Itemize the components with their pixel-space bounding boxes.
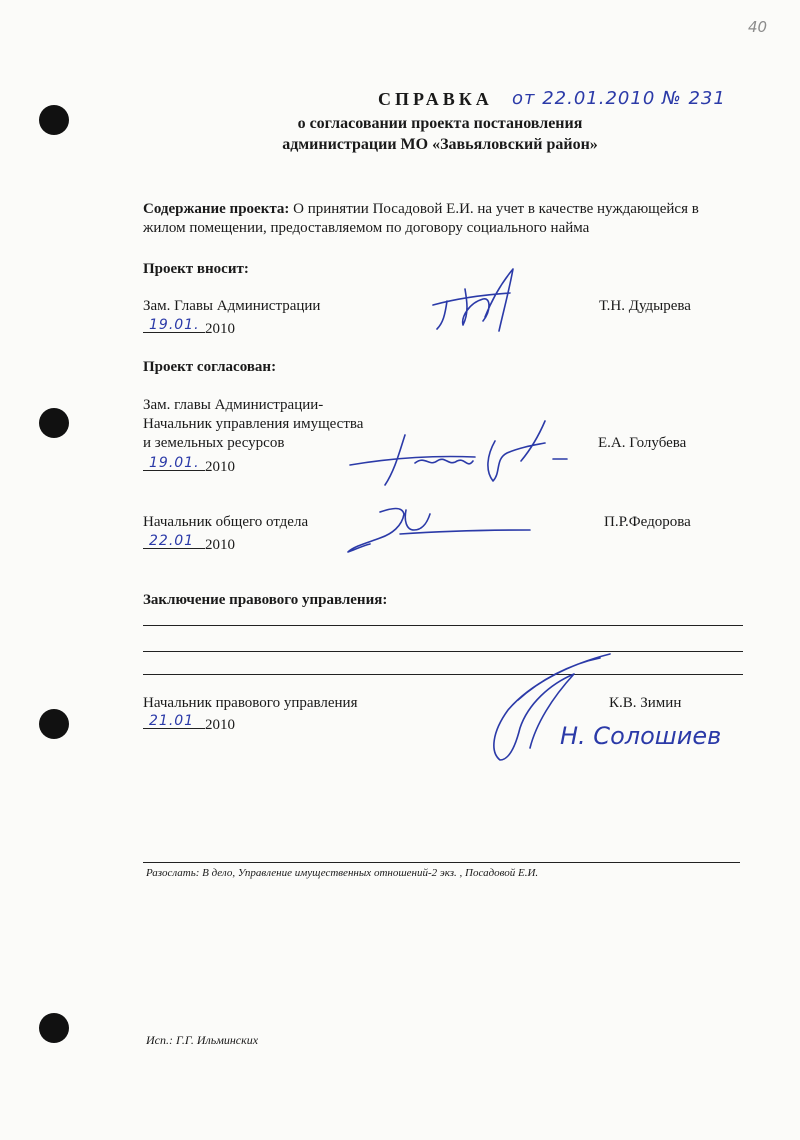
content-line-2: жилом помещении, предоставляемом по договору социального найма [143, 220, 590, 236]
document-title: СПРАВКА [378, 89, 493, 109]
legal-year: 2010 [205, 717, 235, 733]
submitted-year: 2010 [205, 321, 235, 337]
signature-dudyreva [425, 263, 545, 343]
approved-1-position-1: Зам. главы Администрации- [143, 397, 324, 413]
approved-2-name: П.Р.Федорова [604, 514, 691, 530]
content-text-1: О принятии Посадовой Е.И. на учет в качестве нуждающейся в [293, 201, 699, 217]
submitted-date [143, 318, 235, 338]
approved-1-position-2: Начальник управления имущества [143, 416, 364, 432]
content-label: Содержание проекта: [143, 201, 290, 217]
extra-handwritten-signature: Н. Солошиев [560, 722, 722, 750]
legal-heading: Заключение правового управления: [143, 592, 388, 608]
distribution-list: Разослать: В дело, Управление имущественных отношений-2 экз. , Посадовой Е.И. [146, 867, 539, 879]
punch-hole [39, 709, 69, 739]
approved-1-name: Е.А. Голубева [598, 435, 687, 451]
approved-1-year: 2010 [205, 459, 235, 475]
corner-page-mark: 40 [748, 18, 768, 36]
signature-fedorova [340, 500, 540, 560]
approved-2-year: 2010 [205, 537, 235, 553]
punch-hole [39, 408, 69, 438]
approved-1-position-3: и земельных ресурсов [143, 435, 285, 451]
subtitle-line-2: администрации МО «Завьяловский район» [282, 136, 598, 153]
legal-conclusion-line [143, 674, 743, 675]
signature-zimin [460, 640, 640, 770]
subtitle-line-1: о согласовании проекта постановления [297, 115, 583, 132]
submitted-name: Т.Н. Дудырева [599, 298, 691, 314]
submitted-position: Зам. Главы Администрации [143, 298, 321, 314]
legal-date-hand: 21.01 [149, 713, 195, 729]
legal-conclusion-line [143, 625, 743, 626]
approved-1-date-hand: 19.01. [149, 455, 200, 471]
content-line-1 [143, 201, 699, 218]
handwritten-reference: от 22.01.2010 № 231 [512, 88, 726, 109]
legal-conclusion-line [143, 651, 743, 652]
punch-hole [39, 1013, 69, 1043]
submitted-heading: Проект вносит: [143, 261, 249, 277]
approved-heading: Проект согласован: [143, 359, 277, 375]
approved-2-date-hand: 22.01 [149, 533, 195, 549]
legal-name: К.В. Зимин [609, 695, 682, 711]
approved-2-date [143, 534, 235, 554]
submitted-date-hand: 19.01. [149, 317, 200, 333]
footer-rule [143, 862, 740, 863]
executor: Исп.: Г.Г. Ильминских [146, 1033, 259, 1047]
legal-position: Начальник правового управления [143, 695, 358, 711]
approved-1-date [143, 456, 235, 476]
legal-date [143, 714, 235, 734]
approved-2-position: Начальник общего отдела [143, 514, 309, 530]
signature-golubeva [345, 415, 575, 495]
